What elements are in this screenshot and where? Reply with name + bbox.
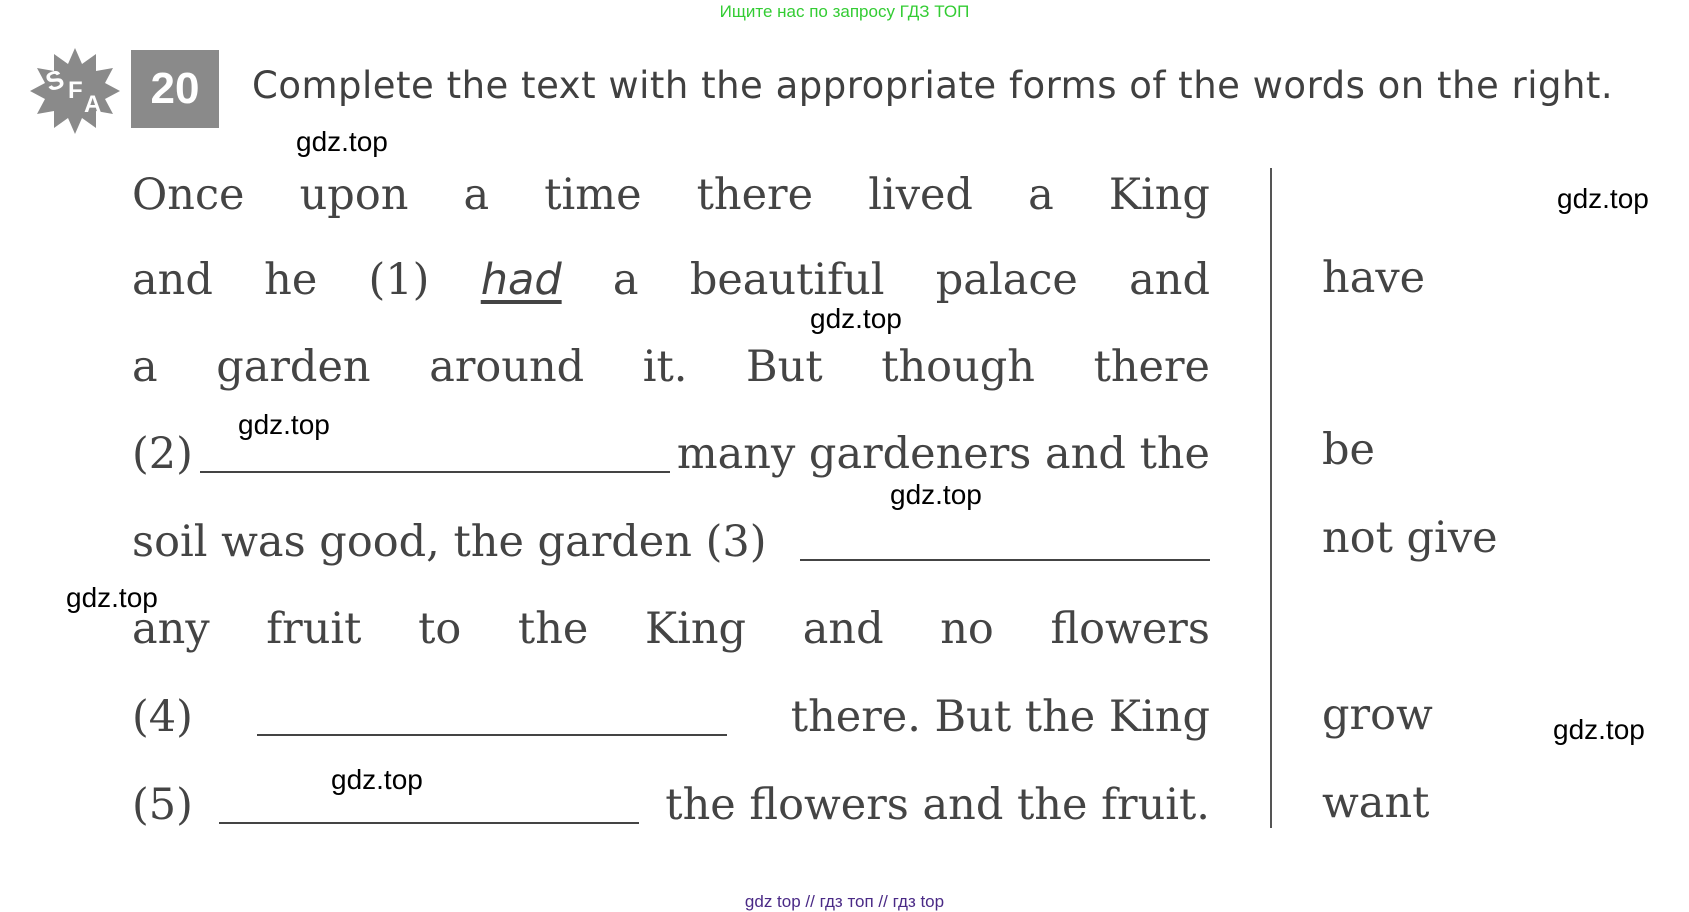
top-banner[interactable]: Ищите нас по запросу ГДЗ ТОП (719, 2, 970, 21)
word: it. (642, 342, 688, 392)
word: fruit (266, 604, 362, 654)
sfa-badge-icon (30, 46, 120, 136)
watermark: gdz.top (331, 764, 423, 795)
word: flowers (1050, 604, 1210, 654)
watermark: gdz.top (890, 479, 982, 510)
word: the (517, 604, 589, 654)
gap-number: (1) (368, 255, 430, 305)
word: there (1093, 342, 1210, 392)
exercise-number: 20 (131, 50, 219, 128)
word: time (544, 170, 642, 220)
text-segment: many gardeners and the (676, 429, 1210, 479)
svg-text:S: S (41, 63, 68, 98)
word: and (802, 604, 884, 654)
word: King (1108, 170, 1210, 220)
hint-word-2: be (1322, 425, 1375, 475)
word: a (612, 255, 639, 305)
example-answer: had (480, 255, 562, 305)
word: any (132, 604, 210, 654)
column-divider (1270, 168, 1272, 828)
watermark: gdz.top (238, 409, 330, 440)
answer-blank-3[interactable] (800, 523, 1210, 561)
word: a (132, 342, 158, 392)
word: Once (132, 170, 245, 220)
answer-blank-5[interactable] (219, 786, 639, 824)
word: palace (935, 255, 1078, 305)
word: lived (868, 170, 973, 220)
hint-word-3: not give (1322, 513, 1498, 563)
word: no (940, 604, 994, 654)
watermark: gdz.top (810, 303, 902, 334)
text-segment: the flowers and the fruit. (665, 780, 1210, 830)
text-line-6 (132, 602, 1210, 654)
word: to (418, 604, 462, 654)
word: around (429, 342, 585, 392)
word: though (881, 342, 1035, 392)
exercise-instruction: Complete the text with the appropriate forms of the words on the right. (252, 64, 1614, 107)
svg-text:F: F (68, 77, 83, 104)
word: he (264, 255, 318, 305)
footer-links[interactable]: gdz top // гдз топ // гдз top (744, 892, 945, 911)
text-line-8 (132, 778, 1210, 830)
word: beautiful (689, 255, 885, 305)
hint-word-1: have (1322, 253, 1426, 303)
watermark: gdz.top (1553, 714, 1645, 745)
svg-text:A: A (84, 91, 102, 118)
answer-blank-4[interactable] (257, 698, 727, 736)
word: and (132, 255, 213, 305)
watermark: gdz.top (66, 582, 158, 613)
word: But (746, 342, 823, 392)
watermark: gdz.top (296, 126, 388, 157)
text-segment: soil was good, the garden (3) (132, 517, 767, 567)
text-line-2 (132, 253, 1210, 305)
word: a (1028, 170, 1054, 220)
hint-word-5: want (1322, 778, 1430, 828)
text-line-7 (132, 690, 1210, 742)
watermark: gdz.top (1557, 183, 1649, 214)
text-line-1 (132, 168, 1210, 220)
word: upon (299, 170, 409, 220)
hint-word-4: grow (1322, 690, 1433, 740)
word: there (696, 170, 814, 220)
gap-number: (5) (132, 780, 193, 830)
gap-number: (2) (132, 429, 193, 479)
word: a (463, 170, 490, 220)
text-segment: there. But the King (790, 692, 1210, 742)
text-line-5 (132, 515, 1210, 567)
word: King (644, 604, 747, 654)
gap-number: (4) (132, 692, 193, 742)
word: garden (216, 342, 371, 392)
word: and (1129, 255, 1210, 305)
text-line-3 (132, 340, 1210, 392)
